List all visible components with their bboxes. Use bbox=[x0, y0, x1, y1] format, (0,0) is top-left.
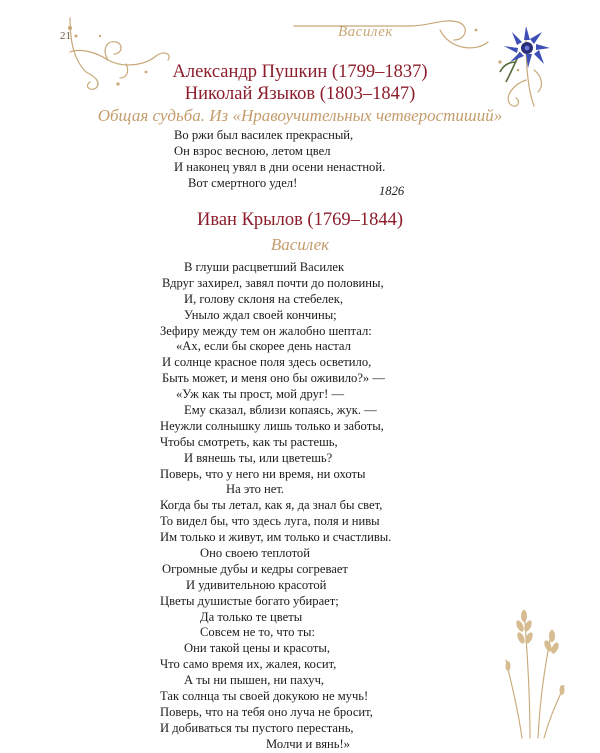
poem-line: Поверь, что у него ни время, ни охоты bbox=[160, 466, 366, 481]
poem-body-vasilek bbox=[160, 260, 391, 753]
poem-line: Они такой цены и красоты, bbox=[184, 641, 331, 656]
poem-body-common-fate bbox=[174, 128, 385, 192]
poem-line: На это нет. bbox=[226, 482, 285, 497]
author-heading-krylov: Иван Крылов (1769–1844) bbox=[196, 210, 404, 230]
poem-line: Цветы душистые богато убирает; bbox=[160, 593, 339, 608]
poem-line: Им только и живут, им только и счастливы. bbox=[160, 530, 392, 545]
poem-line: И, голову склоня на стебелек, bbox=[184, 291, 344, 306]
poem-line: Что само время их, жалея, косит, bbox=[160, 657, 337, 672]
wheat-ornament-icon bbox=[500, 590, 570, 740]
poem-line: «Уж как ты прост, мой друг! — bbox=[176, 387, 345, 402]
poem-line: И добиваться ты пустого перестань, bbox=[160, 720, 354, 735]
poem-line: Молчи и вянь!» bbox=[266, 736, 350, 751]
page-number: 21 bbox=[60, 30, 71, 42]
poem-line: Ему сказал, вблизи копаясь, жук. — bbox=[184, 403, 377, 418]
poem-line: Неужли солнышку лишь только и заботы, bbox=[160, 418, 384, 433]
author-heading-yazykov: Николай Языков (1803–1847) bbox=[184, 84, 416, 104]
poem-line: Зефиру между тем он жалобно шептал: bbox=[160, 323, 372, 338]
poem-line: Вдруг захирел, завял почти до половины, bbox=[162, 275, 384, 290]
author-heading-pushkin: Александр Пушкин (1799–1837) bbox=[172, 62, 428, 82]
poem-title-vasilek: Василек bbox=[270, 235, 330, 254]
poem-line: А ты ни пышен, ни пахуч, bbox=[184, 673, 325, 688]
poem-line: И наконец увял в дни осени ненастной. bbox=[174, 159, 386, 174]
poem-line: В глуши расцветший Василек bbox=[184, 260, 345, 274]
poem-line: Да только те цветы bbox=[200, 609, 303, 624]
poem-line: И солнце красное поля здесь осветило, bbox=[162, 355, 372, 370]
poem-line: Совсем не то, что ты: bbox=[200, 625, 316, 640]
poem-year: 1826 bbox=[379, 184, 405, 198]
poem-line: Уныло ждал своей кончины; bbox=[184, 307, 337, 322]
poem-line: Так солнца ты своей докукою не мучь! bbox=[160, 689, 369, 704]
poem-line: Он взрос весною, летом цвел bbox=[174, 143, 331, 158]
poem-line: Оно своею теплотой bbox=[200, 546, 310, 561]
poem-line: И вянешь ты, или цветешь? bbox=[184, 450, 333, 465]
poem-line: Поверь, что на тебя оно луча не бросит, bbox=[160, 704, 373, 719]
poem-line: «Ах, если бы скорее день настал bbox=[176, 339, 351, 354]
poem-line: Огромные дубы и кедры согревает bbox=[162, 561, 348, 576]
running-title: Василек bbox=[338, 24, 393, 40]
poem-line: Быть может, и меня оно бы оживило?» — bbox=[162, 371, 385, 386]
poem-line: Когда бы ты летал, как я, да знал бы свет, bbox=[160, 498, 383, 513]
poem-title-common-fate: Общая судьба. Из «Нравоучительных четверостиший» bbox=[97, 106, 503, 125]
poem-line: Вот смертного удел! bbox=[188, 175, 298, 190]
poem-line: То видел бы, что здесь луга, поля и нивы bbox=[160, 514, 380, 529]
poem-line: Чтобы смотреть, как ты растешь, bbox=[160, 434, 338, 449]
poem-line: И удивительною красотой bbox=[186, 577, 327, 592]
poem-line: Во ржи был василек прекрасный, bbox=[174, 128, 354, 142]
